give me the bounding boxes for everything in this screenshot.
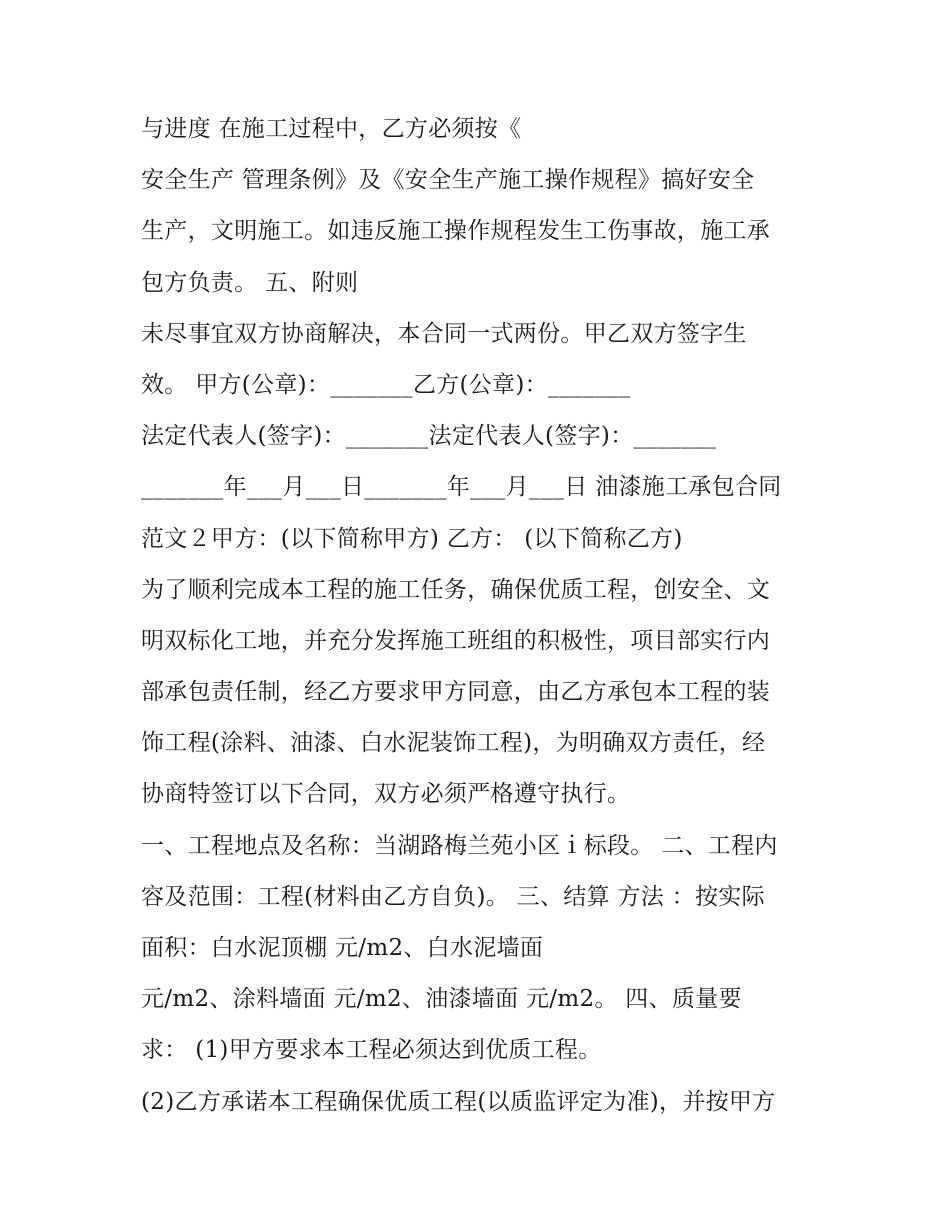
text-line-2: 安全生产 管理条例》及《安全生产施工操作规程》搞好安全 [141,167,755,194]
text-line-14: 协商特签订以下合同，双方必须严格遵守执行。 [141,781,631,808]
text-line-10: 为了顺利完成本工程的施工任务，确保优质工程，创安全、文 [141,576,771,603]
text-line-17: 面积：白水泥顶棚 元/m2、白水泥墙面 [141,935,544,961]
text-line-1: 与进度 在施工过程中，乙方必须按《 [141,116,522,142]
text-line-19: 求： (1)甲方要求本工程必须达到优质工程。 [141,1037,602,1064]
text-line-11: 明双标化工地，并充分发挥施工班组的积极性，项目部实行内 [141,627,771,654]
text-line-13: 饰工程(涂料、油漆、白水泥装饰工程)，为明确双方责任，经 [141,730,766,757]
text-line-20: (2)乙方承诺本工程确保优质工程(以质监评定为准)，并按甲方 [141,1088,776,1115]
text-line-5: 未尽事宜双方协商解决，本合同一式两份。甲乙双方签字生 [141,320,747,347]
text-line-15: 一、工程地点及名称：当湖路梅兰苑小区ｉ标段。 二、工程内 [141,832,778,859]
contract-text-body [141,104,841,1128]
text-line-9: 范文２甲方：(以下简称甲方) 乙方： (以下简称乙方) [141,525,683,552]
text-line-7: 法定代表人(签字)：_______法定代表人(签字)：_______ [141,423,717,450]
text-line-6: 效。 甲方(公章)：_______乙方(公章)：_______ [141,371,631,398]
text-line-4: 包方负责。 五、附则 [141,269,359,296]
text-line-12: 部承包责任制，经乙方要求甲方同意，由乙方承包本工程的装 [141,679,771,706]
text-line-16: 容及范围：工程(材料由乙方自负)。 三、结算 方法 ：按实际 [141,883,765,910]
text-line-3: 生产，文明施工。如违反施工操作规程发生工伤事故，施工承 [141,218,771,245]
text-line-18: 元/m2、涂料墙面 元/m2、油漆墙面 元/m2。 四、质量要 [141,986,742,1013]
text-line-8: _______年___月___日_______年___月___日 油漆施工承包合同 [141,474,782,501]
